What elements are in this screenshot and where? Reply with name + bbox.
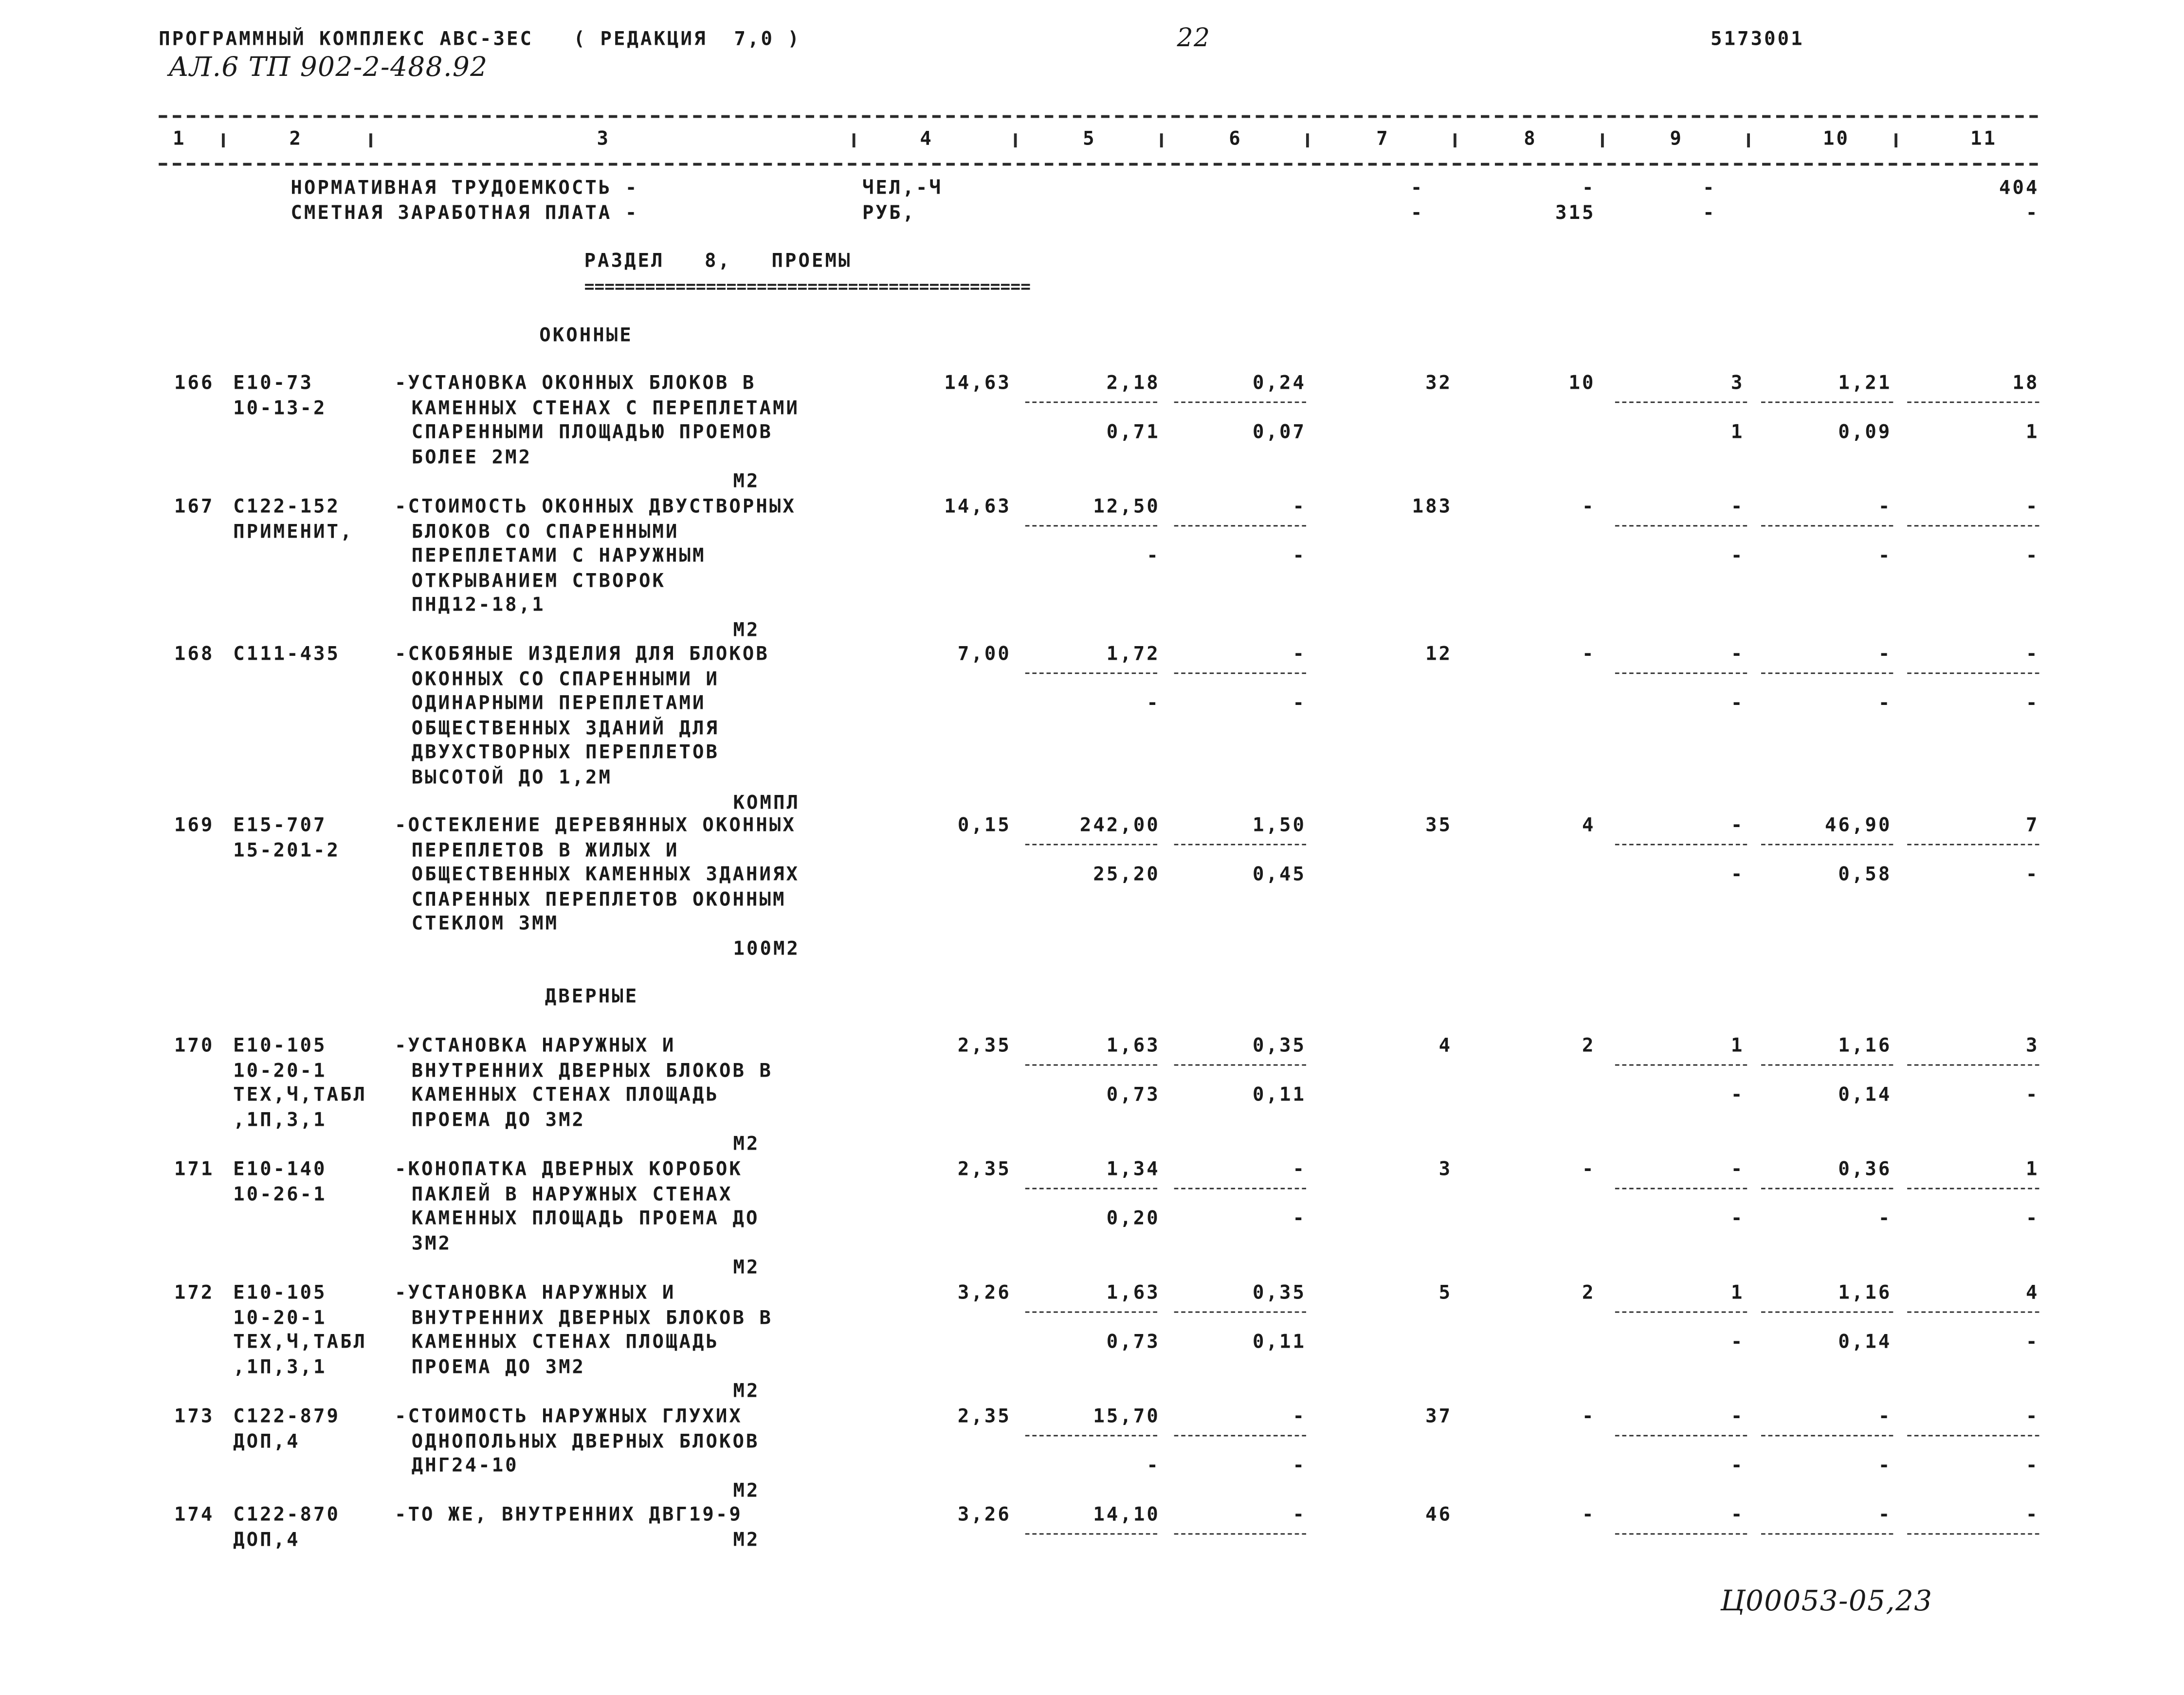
col9-divider	[1615, 1533, 1747, 1535]
col10-divider	[1761, 401, 1893, 403]
row-col7: 35	[1425, 814, 1453, 837]
row-number: 167	[174, 495, 215, 518]
row-unit: М2	[733, 1257, 760, 1280]
row-code-line: ТЕХ,Ч,ТАБЛ	[233, 1331, 367, 1354]
row-col7: 12	[1425, 643, 1453, 666]
row-code-line: 15-201-2	[233, 839, 341, 862]
section-underline: ============================================	[584, 276, 1031, 296]
row-number: 168	[174, 643, 215, 666]
column-number-5: 5	[1083, 127, 1096, 150]
row-col9-bottom: -	[1730, 1083, 1745, 1107]
row-description-line: -УСТАНОВКА НАРУЖНЫХ И	[394, 1281, 676, 1305]
col10-divider	[1761, 1533, 1893, 1535]
row-col7: 46	[1425, 1503, 1453, 1527]
column-separator	[222, 133, 225, 147]
row-col6: -	[1292, 643, 1306, 666]
row-col10-bottom: 0,09	[1838, 421, 1892, 444]
row-col9: -	[1730, 1503, 1745, 1527]
row-col8: 4	[1582, 814, 1596, 837]
row-quantity: 2,35	[957, 1405, 1011, 1428]
row-description-line: -СТОИМОСТЬ ОКОННЫХ ДВУСТВОРНЫХ	[394, 495, 796, 518]
row-col11: 1	[2025, 1158, 2039, 1181]
col9-divider	[1615, 844, 1747, 845]
row-description-line: 3М2	[411, 1232, 452, 1255]
page-number: 22	[1177, 24, 1211, 54]
column-separator	[853, 133, 855, 147]
summary-unit: ЧЕЛ,-Ч	[862, 177, 943, 199]
col5-divider	[1025, 525, 1157, 526]
column-number-11: 11	[1970, 127, 1998, 150]
column-number-3: 3	[597, 127, 611, 150]
row-description-line: СПАРЕННЫМИ ПЛОЩАДЬЮ ПРОЕМОВ	[411, 421, 773, 444]
row-col6-bottom: 0,45	[1252, 863, 1306, 886]
row-col7: 5	[1438, 1281, 1453, 1305]
row-col10: -	[1878, 643, 1892, 666]
col6-divider	[1174, 1312, 1306, 1313]
column-separator	[1306, 133, 1309, 147]
subsection-windows: ОКОННЫЕ	[539, 324, 633, 347]
row-unit: М2	[733, 1381, 760, 1404]
col11-divider	[1907, 1435, 2039, 1436]
row-description-line: ОКОННЫХ СО СПАРЕННЫМИ И	[411, 667, 720, 690]
row-col5-bottom: 0,73	[1106, 1331, 1160, 1354]
row-col6: -	[1292, 1503, 1306, 1527]
row-description-line: -УСТАНОВКА ОКОННЫХ БЛОКОВ В	[394, 372, 756, 395]
row-description-line: ПНД12-18,1	[411, 594, 546, 617]
row-col7: 3	[1438, 1158, 1453, 1181]
row-col8: 10	[1568, 372, 1596, 395]
row-description-line: СТЕКЛОМ 3ММ	[411, 913, 559, 936]
row-description-line: -ОСТЕКЛЕНИЕ ДЕРЕВЯННЫХ ОКОННЫХ	[394, 814, 796, 837]
row-col11: 7	[2025, 814, 2039, 837]
col9-divider	[1615, 1435, 1747, 1436]
column-number-9: 9	[1670, 127, 1683, 150]
row-description-line: ВНУТРЕННИХ ДВЕРНЫХ БЛОКОВ В	[411, 1059, 773, 1082]
row-col8: -	[1582, 1503, 1596, 1527]
col6-divider	[1174, 672, 1306, 674]
column-separator	[1747, 133, 1750, 147]
row-col6: 0,24	[1252, 372, 1306, 395]
row-col10: 1,21	[1838, 372, 1892, 395]
column-number-6: 6	[1229, 127, 1242, 150]
row-col7: 37	[1425, 1405, 1453, 1428]
row-quantity: 3,26	[957, 1503, 1011, 1527]
row-col11-bottom: -	[2025, 1207, 2039, 1230]
col6-divider	[1174, 844, 1306, 845]
row-description-line: КАМЕННЫХ СТЕНАХ С ПЕРЕПЛЕТАМИ	[411, 397, 800, 419]
row-quantity: 14,63	[944, 372, 1011, 395]
col11-divider	[1907, 1312, 2039, 1313]
col11-divider	[1907, 401, 2039, 403]
row-col11: -	[2025, 495, 2039, 518]
row-col9: 1	[1730, 1034, 1745, 1058]
column-number-1: 1	[172, 127, 186, 150]
row-code-line: 10-13-2	[233, 397, 327, 419]
row-description-line: ПРОЕМА ДО 3М2	[411, 1109, 586, 1132]
row-col8: -	[1582, 1158, 1596, 1181]
row-col6: 1,50	[1252, 814, 1306, 837]
row-col11: 3	[2025, 1034, 2039, 1058]
col6-divider	[1174, 1188, 1306, 1190]
row-col5: 1,72	[1106, 643, 1160, 666]
row-description-line: ПАКЛЕЙ В НАРУЖНЫХ СТЕНАХ	[411, 1183, 733, 1206]
row-unit: М2	[733, 1134, 760, 1156]
row-col5: 1,34	[1106, 1158, 1160, 1181]
row-code-line: С122-152	[233, 495, 341, 518]
summary-col8: -	[1582, 177, 1596, 199]
row-col5: 14,10	[1093, 1503, 1160, 1527]
col5-divider	[1025, 1064, 1157, 1066]
row-number: 173	[174, 1405, 215, 1428]
row-col5-bottom: 0,20	[1106, 1207, 1160, 1230]
summary-unit: РУБ,	[862, 202, 916, 225]
row-description-line: ПРОЕМА ДО 3М2	[411, 1356, 586, 1379]
row-description-line: БОЛЕЕ 2М2	[411, 446, 532, 469]
row-code-line: С111-435	[233, 643, 341, 666]
row-description-line: КАМЕННЫХ СТЕНАХ ПЛОЩАДЬ	[411, 1084, 720, 1107]
row-col11-bottom: -	[2025, 544, 2039, 567]
column-separator	[1454, 133, 1456, 147]
row-col9-bottom: -	[1730, 1331, 1745, 1354]
col11-divider	[1907, 844, 2039, 845]
row-code-line: 10-20-1	[233, 1306, 327, 1329]
row-code-line: Е15-707	[233, 814, 327, 837]
row-col11: 18	[2012, 372, 2039, 395]
handwritten-reference: АЛ.6 ТП 902-2-488.92	[168, 52, 488, 83]
row-unit: КОМПЛ	[733, 791, 800, 814]
row-unit: М2	[733, 1479, 760, 1502]
row-col5: 242,00	[1079, 814, 1160, 837]
row-col11: -	[2025, 1405, 2039, 1428]
row-col11-bottom: -	[2025, 1331, 2039, 1354]
row-col6-bottom: -	[1292, 692, 1306, 715]
row-code-line: С122-870	[233, 1503, 341, 1527]
row-col6: -	[1292, 495, 1306, 518]
row-code-line: 10-26-1	[233, 1183, 327, 1206]
row-col11-bottom: -	[2025, 863, 2039, 886]
col10-divider	[1761, 525, 1893, 526]
row-quantity: 14,63	[944, 495, 1011, 518]
column-number-8: 8	[1524, 127, 1537, 150]
row-col9-bottom: -	[1730, 1454, 1745, 1478]
row-col11: -	[2025, 1503, 2039, 1527]
col6-divider	[1174, 1064, 1306, 1066]
header-rule-bottom	[159, 163, 2038, 166]
row-col7: 183	[1412, 495, 1453, 518]
row-col6: 0,35	[1252, 1281, 1306, 1305]
row-col10-bottom: -	[1878, 1207, 1892, 1230]
col9-divider	[1615, 672, 1747, 674]
row-col10: -	[1878, 1503, 1892, 1527]
row-col6: -	[1292, 1158, 1306, 1181]
summary-label: СМЕТНАЯ ЗАРАБОТНАЯ ПЛАТА -	[291, 202, 639, 225]
col6-divider	[1174, 525, 1306, 526]
row-col7: 4	[1438, 1034, 1453, 1058]
col5-divider	[1025, 844, 1157, 845]
summary-col9: -	[1703, 177, 1716, 199]
row-description-line: ПЕРЕПЛЕТАМИ С НАРУЖНЫМ	[411, 545, 706, 568]
row-col9: -	[1730, 643, 1745, 666]
row-number: 169	[174, 814, 215, 837]
row-description-line: ОДНОПОЛЬНЫХ ДВЕРНЫХ БЛОКОВ	[411, 1430, 760, 1453]
row-col8: 2	[1582, 1034, 1596, 1058]
row-col10-bottom: 0,58	[1838, 863, 1892, 886]
row-code-line: ДОП,4	[233, 1528, 300, 1551]
row-description-line: ДВУХСТВОРНЫХ ПЕРЕПЛЕТОВ	[411, 741, 720, 765]
row-description-line: БЛОКОВ СО СПАРЕННЫМИ	[411, 520, 679, 543]
row-col5-bottom: 25,20	[1093, 863, 1160, 886]
row-col7: 32	[1425, 372, 1453, 395]
row-col5: 2,18	[1106, 372, 1160, 395]
row-col6: 0,35	[1252, 1034, 1306, 1058]
row-description-line: -ТО ЖЕ, ВНУТРЕННИХ ДВГ19-9	[394, 1503, 743, 1527]
row-number: 166	[174, 372, 215, 395]
header-rule-top	[159, 115, 2038, 118]
row-col10: 46,90	[1824, 814, 1892, 837]
row-col8: -	[1582, 1405, 1596, 1428]
row-quantity: 2,35	[957, 1034, 1011, 1058]
column-separator	[369, 133, 372, 147]
row-code-line: 10-20-1	[233, 1059, 327, 1082]
summary-col7: -	[1410, 202, 1424, 225]
row-col10-bottom: -	[1878, 692, 1892, 715]
row-col10: 0,36	[1838, 1158, 1892, 1181]
col11-divider	[1907, 1533, 2039, 1535]
row-unit: М2	[733, 470, 760, 494]
row-col9-bottom: -	[1730, 544, 1745, 567]
col5-divider	[1025, 1533, 1157, 1535]
row-col9: 3	[1730, 372, 1745, 395]
row-code-line: Е10-140	[233, 1158, 327, 1181]
row-code-line: Е10-105	[233, 1281, 327, 1305]
column-number-4: 4	[920, 127, 933, 150]
summary-col11: 404	[1999, 177, 2039, 199]
row-code-line: ТЕХ,Ч,ТАБЛ	[233, 1084, 367, 1107]
col5-divider	[1025, 1188, 1157, 1190]
row-col6-bottom: 0,11	[1252, 1083, 1306, 1107]
row-col5-bottom: 0,71	[1106, 421, 1160, 444]
row-col11-bottom: 1	[2025, 421, 2039, 444]
column-separator	[1601, 133, 1604, 147]
row-col10-bottom: -	[1878, 1454, 1892, 1478]
col9-divider	[1615, 401, 1747, 403]
row-code-line: Е10-105	[233, 1034, 327, 1058]
row-col11: -	[2025, 643, 2039, 666]
col6-divider	[1174, 1533, 1306, 1535]
row-col9: -	[1730, 1405, 1745, 1428]
col10-divider	[1761, 1312, 1893, 1313]
row-description-line: ПЕРЕПЛЕТОВ В ЖИЛЫХ И	[411, 839, 679, 862]
row-code-line: ,1П,3,1	[233, 1356, 327, 1379]
row-description-line: -УСТАНОВКА НАРУЖНЫХ И	[394, 1034, 676, 1058]
col5-divider	[1025, 1312, 1157, 1313]
row-code-line: ,1П,3,1	[233, 1109, 327, 1132]
column-separator	[1014, 133, 1017, 147]
handwritten-archive-code: Ц00053-05,23	[1720, 1584, 1933, 1618]
row-description-line: -КОНОПАТКА ДВЕРНЫХ КОРОБОК	[394, 1158, 743, 1181]
row-col5-bottom: -	[1147, 544, 1160, 567]
col11-divider	[1907, 1064, 2039, 1066]
col6-divider	[1174, 1435, 1306, 1436]
row-col9-bottom: 1	[1730, 421, 1745, 444]
document-code: 5173001	[1711, 28, 1804, 51]
row-unit: М2	[733, 619, 760, 642]
row-col5-bottom: -	[1147, 1454, 1160, 1478]
row-col6-bottom: 0,07	[1252, 421, 1306, 444]
row-col10: -	[1878, 495, 1892, 518]
col9-divider	[1615, 525, 1747, 526]
row-code-line: Е10-73	[233, 372, 314, 395]
row-description-line: КАМЕННЫХ ПЛОЩАДЬ ПРОЕМА ДО	[411, 1208, 760, 1230]
row-col5-bottom: -	[1147, 692, 1160, 715]
row-col10-bottom: 0,14	[1838, 1331, 1892, 1354]
summary-label: НОРМАТИВНАЯ ТРУДОЕМКОСТЬ -	[291, 177, 639, 199]
row-quantity: 3,26	[957, 1281, 1011, 1305]
col9-divider	[1615, 1064, 1747, 1066]
summary-col7: -	[1410, 177, 1424, 199]
col11-divider	[1907, 1188, 2039, 1190]
row-quantity: 2,35	[957, 1158, 1011, 1181]
col5-divider	[1025, 1435, 1157, 1436]
row-col11: 4	[2025, 1281, 2039, 1305]
row-description-line: ОБЩЕСТВЕННЫХ ЗДАНИЙ ДЛЯ	[411, 717, 720, 740]
row-col5: 15,70	[1093, 1405, 1160, 1428]
row-col10-bottom: 0,14	[1838, 1083, 1892, 1107]
row-description-line: ДНГ24-10	[411, 1455, 519, 1478]
row-col9: -	[1730, 1158, 1745, 1181]
row-col10: 1,16	[1838, 1034, 1892, 1058]
row-unit: М2	[733, 1528, 760, 1551]
column-separator	[1160, 133, 1163, 147]
row-description-line: -СКОБЯНЫЕ ИЗДЕЛИЯ ДЛЯ БЛОКОВ	[394, 643, 769, 666]
row-col9: -	[1730, 814, 1745, 837]
column-number-7: 7	[1376, 127, 1390, 150]
row-description-line: ОТКРЫВАНИЕМ СТВОРОК	[411, 570, 666, 593]
row-col11-bottom: -	[2025, 1454, 2039, 1478]
row-description-line: ОБЩЕСТВЕННЫХ КАМЕННЫХ ЗДАНИЯХ	[411, 864, 800, 886]
row-col9: 1	[1730, 1281, 1745, 1305]
row-quantity: 0,15	[957, 814, 1011, 837]
col6-divider	[1174, 401, 1306, 403]
row-code-line: ДОП,4	[233, 1430, 300, 1453]
row-description-line: КАМЕННЫХ СТЕНАХ ПЛОЩАДЬ	[411, 1331, 720, 1354]
row-col6-bottom: -	[1292, 1454, 1306, 1478]
row-description-line: ВНУТРЕННИХ ДВЕРНЫХ БЛОКОВ В	[411, 1306, 773, 1329]
program-title: ПРОГРАММНЫЙ КОМПЛЕКС АВС-3ЕС ( РЕДАКЦИЯ 7,0 )	[159, 28, 801, 51]
row-description-line: ВЫСОТОЙ ДО 1,2М	[411, 766, 613, 789]
row-col10-bottom: -	[1878, 544, 1892, 567]
row-col5: 1,63	[1106, 1281, 1160, 1305]
col10-divider	[1761, 1188, 1893, 1190]
col11-divider	[1907, 525, 2039, 526]
row-number: 170	[174, 1034, 215, 1058]
row-col9: -	[1730, 495, 1745, 518]
row-col11-bottom: -	[2025, 1083, 2039, 1107]
col5-divider	[1025, 672, 1157, 674]
row-col9-bottom: -	[1730, 692, 1745, 715]
row-col9-bottom: -	[1730, 863, 1745, 886]
col10-divider	[1761, 1435, 1893, 1436]
row-col6: -	[1292, 1405, 1306, 1428]
row-col6-bottom: 0,11	[1252, 1331, 1306, 1354]
row-col5: 1,63	[1106, 1034, 1160, 1058]
row-unit: 100М2	[733, 938, 800, 961]
col11-divider	[1907, 672, 2039, 674]
row-number: 172	[174, 1281, 215, 1305]
column-number-2: 2	[289, 127, 303, 150]
col5-divider	[1025, 401, 1157, 403]
col10-divider	[1761, 672, 1893, 674]
row-number: 174	[174, 1503, 215, 1527]
row-col6-bottom: -	[1292, 1207, 1306, 1230]
row-code-line: С122-879	[233, 1405, 341, 1428]
row-col8: -	[1582, 495, 1596, 518]
row-description-line: ОДИНАРНЫМИ ПЕРЕПЛЕТАМИ	[411, 692, 706, 715]
row-col10: 1,16	[1838, 1281, 1892, 1305]
col10-divider	[1761, 844, 1893, 845]
row-quantity: 7,00	[957, 643, 1011, 666]
row-col10: -	[1878, 1405, 1892, 1428]
row-col9-bottom: -	[1730, 1207, 1745, 1230]
column-separator	[1894, 133, 1897, 147]
row-col5-bottom: 0,73	[1106, 1083, 1160, 1107]
row-col8: 2	[1582, 1281, 1596, 1305]
row-code-line: ПРИМЕНИТ,	[233, 520, 354, 543]
col9-divider	[1615, 1188, 1747, 1190]
row-col11-bottom: -	[2025, 692, 2039, 715]
summary-col9: -	[1703, 202, 1716, 225]
row-col5: 12,50	[1093, 495, 1160, 518]
summary-col8: 315	[1555, 202, 1596, 225]
row-number: 171	[174, 1158, 215, 1181]
col9-divider	[1615, 1312, 1747, 1313]
row-description-line: СПАРЕННЫХ ПЕРЕПЛЕТОВ ОКОННЫМ	[411, 888, 786, 911]
section-title: РАЗДЕЛ 8, ПРОЕМЫ	[584, 250, 852, 272]
summary-col11: -	[2025, 202, 2039, 225]
row-description-line: -СТОИМОСТЬ НАРУЖНЫХ ГЛУХИХ	[394, 1405, 743, 1428]
row-col8: -	[1582, 643, 1596, 666]
col10-divider	[1761, 1064, 1893, 1066]
column-number-10: 10	[1823, 127, 1850, 150]
row-col6-bottom: -	[1292, 544, 1306, 567]
subsection-doors: ДВЕРНЫЕ	[545, 985, 639, 1009]
